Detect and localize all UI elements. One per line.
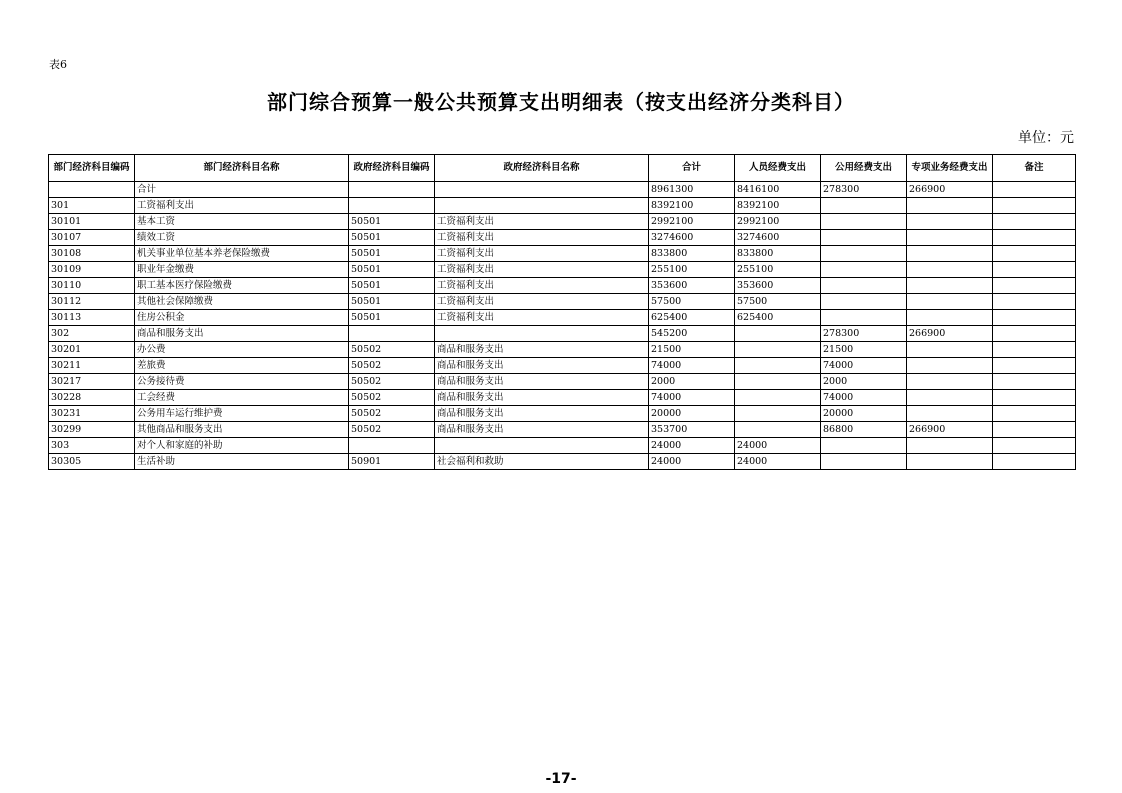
table-row: [49, 406, 1076, 422]
cell-total: 625400: [649, 310, 735, 326]
cell-total: 353700: [649, 422, 735, 438]
page-number: -17-: [545, 771, 577, 787]
cell-personnel: 8416100: [735, 182, 821, 198]
cell-gov-code: 50501: [349, 214, 435, 230]
table-row: [49, 326, 1076, 342]
cell-public: [821, 438, 907, 454]
cell-dept-code: 30101: [49, 214, 135, 230]
cell-dept-name: 公务用车运行维护费: [135, 406, 349, 422]
cell-public: [821, 230, 907, 246]
cell-note: [993, 262, 1076, 278]
cell-note: [993, 358, 1076, 374]
cell-special: [907, 406, 993, 422]
col-header-public: 公用经费支出: [821, 155, 907, 182]
cell-personnel: 8392100: [735, 198, 821, 214]
cell-public: 2000: [821, 374, 907, 390]
table-row: [49, 246, 1076, 262]
cell-total: 21500: [649, 342, 735, 358]
table-row: [49, 262, 1076, 278]
cell-dept-name: 公务接待费: [135, 374, 349, 390]
cell-note: [993, 198, 1076, 214]
cell-gov-name: 工资福利支出: [435, 310, 649, 326]
cell-personnel: [735, 406, 821, 422]
cell-personnel: 255100: [735, 262, 821, 278]
table-row: [49, 422, 1076, 438]
cell-gov-code: 50501: [349, 230, 435, 246]
col-header-dept-name: 部门经济科目名称: [135, 155, 349, 182]
cell-dept-code: 30217: [49, 374, 135, 390]
cell-gov-code: [349, 438, 435, 454]
cell-note: [993, 182, 1076, 198]
cell-gov-code: 50501: [349, 294, 435, 310]
cell-total: 20000: [649, 406, 735, 422]
cell-gov-name: 商品和服务支出: [435, 374, 649, 390]
cell-personnel: 2992100: [735, 214, 821, 230]
table-header-row: [49, 155, 1076, 182]
cell-note: [993, 326, 1076, 342]
cell-gov-name: 社会福利和救助: [435, 454, 649, 470]
col-header-special: 专项业务经费支出: [907, 155, 993, 182]
cell-dept-code: 30112: [49, 294, 135, 310]
cell-gov-name: 工资福利支出: [435, 246, 649, 262]
cell-personnel: 625400: [735, 310, 821, 326]
cell-total: 833800: [649, 246, 735, 262]
col-header-total: 合计: [649, 155, 735, 182]
table-label: 表6: [49, 58, 67, 71]
cell-special: 266900: [907, 182, 993, 198]
cell-total: 2992100: [649, 214, 735, 230]
cell-total: 353600: [649, 278, 735, 294]
col-header-gov-code: 政府经济科目编码: [349, 155, 435, 182]
table-row: [49, 374, 1076, 390]
cell-public: 74000: [821, 358, 907, 374]
table-body: [49, 182, 1076, 470]
cell-personnel: 57500: [735, 294, 821, 310]
page-title: 部门综合预算一般公共预算支出明细表（按支出经济分类科目）: [267, 90, 855, 114]
cell-note: [993, 374, 1076, 390]
table-row: [49, 358, 1076, 374]
cell-dept-name: 住房公积金: [135, 310, 349, 326]
cell-gov-code: [349, 198, 435, 214]
col-header-dept-code: 部门经济科目编码: [49, 155, 135, 182]
cell-note: [993, 422, 1076, 438]
table-row: [49, 454, 1076, 470]
table-row: [49, 294, 1076, 310]
cell-special: [907, 214, 993, 230]
cell-dept-name: 生活补助: [135, 454, 349, 470]
col-header-gov-name: 政府经济科目名称: [435, 155, 649, 182]
cell-personnel: [735, 342, 821, 358]
cell-public: [821, 198, 907, 214]
cell-gov-code: 50502: [349, 422, 435, 438]
cell-personnel: 24000: [735, 454, 821, 470]
cell-dept-name: 其他商品和服务支出: [135, 422, 349, 438]
cell-gov-code: 50502: [349, 342, 435, 358]
cell-note: [993, 230, 1076, 246]
cell-public: [821, 214, 907, 230]
cell-gov-name: 工资福利支出: [435, 278, 649, 294]
cell-special: [907, 230, 993, 246]
cell-gov-code: 50502: [349, 374, 435, 390]
cell-gov-name: [435, 326, 649, 342]
cell-gov-name: 商品和服务支出: [435, 406, 649, 422]
cell-public: [821, 262, 907, 278]
cell-dept-code: 30201: [49, 342, 135, 358]
cell-special: [907, 438, 993, 454]
cell-special: [907, 294, 993, 310]
cell-note: [993, 278, 1076, 294]
cell-note: [993, 342, 1076, 358]
table-row: [49, 182, 1076, 198]
cell-note: [993, 246, 1076, 262]
cell-personnel: 353600: [735, 278, 821, 294]
cell-note: [993, 454, 1076, 470]
cell-special: [907, 310, 993, 326]
table-row: [49, 342, 1076, 358]
cell-gov-name: 工资福利支出: [435, 262, 649, 278]
cell-gov-name: [435, 182, 649, 198]
cell-special: [907, 374, 993, 390]
cell-public: [821, 454, 907, 470]
cell-personnel: [735, 390, 821, 406]
cell-gov-code: 50501: [349, 310, 435, 326]
cell-dept-code: 30231: [49, 406, 135, 422]
cell-dept-name: 商品和服务支出: [135, 326, 349, 342]
cell-gov-code: 50501: [349, 246, 435, 262]
cell-gov-code: [349, 182, 435, 198]
cell-gov-code: 50501: [349, 262, 435, 278]
cell-public: [821, 294, 907, 310]
cell-dept-code: 30228: [49, 390, 135, 406]
cell-dept-name: 绩效工资: [135, 230, 349, 246]
cell-personnel: 833800: [735, 246, 821, 262]
cell-special: [907, 454, 993, 470]
cell-public: 74000: [821, 390, 907, 406]
cell-dept-code: 30110: [49, 278, 135, 294]
cell-dept-name: 对个人和家庭的补助: [135, 438, 349, 454]
cell-dept-name: 合计: [135, 182, 349, 198]
cell-gov-code: 50502: [349, 406, 435, 422]
cell-total: 24000: [649, 438, 735, 454]
cell-special: [907, 278, 993, 294]
cell-public: [821, 278, 907, 294]
cell-personnel: [735, 374, 821, 390]
cell-gov-name: 工资福利支出: [435, 214, 649, 230]
cell-special: [907, 246, 993, 262]
table-row: [49, 310, 1076, 326]
cell-gov-name: 商品和服务支出: [435, 342, 649, 358]
cell-dept-name: 职业年金缴费: [135, 262, 349, 278]
cell-dept-code: [49, 182, 135, 198]
cell-dept-name: 工会经费: [135, 390, 349, 406]
cell-gov-name: 工资福利支出: [435, 230, 649, 246]
unit-label: 单位：元: [1018, 130, 1074, 146]
cell-total: 57500: [649, 294, 735, 310]
cell-personnel: [735, 326, 821, 342]
cell-dept-code: 30107: [49, 230, 135, 246]
cell-gov-name: 工资福利支出: [435, 294, 649, 310]
cell-total: 8392100: [649, 198, 735, 214]
cell-gov-code: 50502: [349, 390, 435, 406]
cell-special: [907, 262, 993, 278]
cell-public: [821, 310, 907, 326]
cell-total: 8961300: [649, 182, 735, 198]
cell-gov-name: [435, 198, 649, 214]
cell-total: 545200: [649, 326, 735, 342]
cell-total: 74000: [649, 358, 735, 374]
col-header-note: 备注: [993, 155, 1076, 182]
cell-note: [993, 294, 1076, 310]
col-header-personnel: 人员经费支出: [735, 155, 821, 182]
cell-gov-code: [349, 326, 435, 342]
cell-dept-code: 30299: [49, 422, 135, 438]
cell-public: 86800: [821, 422, 907, 438]
cell-total: 3274600: [649, 230, 735, 246]
cell-dept-name: 办公费: [135, 342, 349, 358]
cell-gov-name: [435, 438, 649, 454]
cell-dept-name: 其他社会保障缴费: [135, 294, 349, 310]
table-row: [49, 230, 1076, 246]
cell-note: [993, 406, 1076, 422]
cell-dept-code: 30305: [49, 454, 135, 470]
cell-public: 21500: [821, 342, 907, 358]
cell-gov-code: 50501: [349, 278, 435, 294]
table-row: [49, 198, 1076, 214]
cell-total: 74000: [649, 390, 735, 406]
budget-table: [48, 154, 1076, 470]
cell-personnel: 3274600: [735, 230, 821, 246]
cell-special: [907, 342, 993, 358]
cell-special: 266900: [907, 326, 993, 342]
cell-public: 20000: [821, 406, 907, 422]
table-row: [49, 438, 1076, 454]
cell-public: [821, 246, 907, 262]
cell-gov-name: 商品和服务支出: [435, 422, 649, 438]
cell-dept-name: 基本工资: [135, 214, 349, 230]
cell-dept-code: 303: [49, 438, 135, 454]
cell-dept-name: 机关事业单位基本养老保险缴费: [135, 246, 349, 262]
cell-gov-name: 商品和服务支出: [435, 390, 649, 406]
cell-special: [907, 198, 993, 214]
cell-dept-name: 工资福利支出: [135, 198, 349, 214]
table-row: [49, 390, 1076, 406]
cell-note: [993, 310, 1076, 326]
cell-dept-name: 职工基本医疗保险缴费: [135, 278, 349, 294]
cell-public: 278300: [821, 326, 907, 342]
cell-gov-code: 50901: [349, 454, 435, 470]
cell-dept-code: 30113: [49, 310, 135, 326]
cell-gov-code: 50502: [349, 358, 435, 374]
cell-special: [907, 390, 993, 406]
cell-total: 2000: [649, 374, 735, 390]
cell-special: 266900: [907, 422, 993, 438]
cell-personnel: [735, 422, 821, 438]
cell-dept-name: 差旅费: [135, 358, 349, 374]
cell-note: [993, 390, 1076, 406]
cell-dept-code: 30108: [49, 246, 135, 262]
cell-dept-code: 301: [49, 198, 135, 214]
cell-total: 255100: [649, 262, 735, 278]
cell-note: [993, 214, 1076, 230]
cell-note: [993, 438, 1076, 454]
cell-dept-code: 30211: [49, 358, 135, 374]
cell-public: 278300: [821, 182, 907, 198]
cell-gov-name: 商品和服务支出: [435, 358, 649, 374]
cell-total: 24000: [649, 454, 735, 470]
table-row: [49, 214, 1076, 230]
table-row: [49, 278, 1076, 294]
cell-dept-code: 30109: [49, 262, 135, 278]
cell-personnel: [735, 358, 821, 374]
cell-personnel: 24000: [735, 438, 821, 454]
cell-dept-code: 302: [49, 326, 135, 342]
cell-special: [907, 358, 993, 374]
